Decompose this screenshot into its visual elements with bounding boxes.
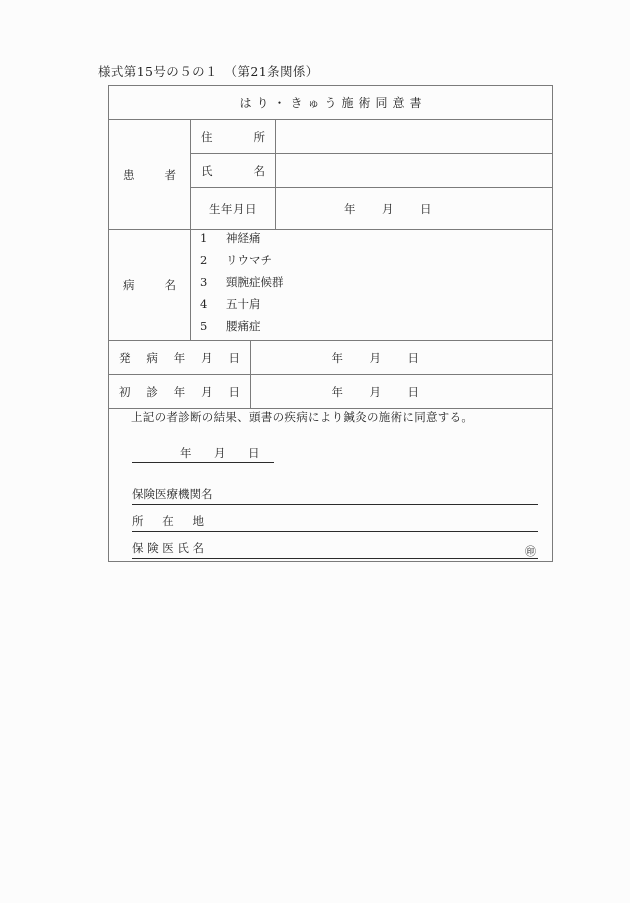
patient-birthdate-value[interactable]	[276, 188, 553, 230]
disease-name: 頸腕症候群	[226, 275, 284, 289]
institution-name-label: 保険医療機関名	[132, 487, 213, 502]
onset-month-marker: 月	[369, 350, 382, 365]
disease-number: 1	[200, 231, 208, 245]
disease-name: リウマチ	[226, 253, 272, 267]
onset-date-run	[251, 350, 552, 366]
table-row-first-visit-date	[109, 375, 553, 409]
disease-list	[191, 230, 552, 340]
patient-section-label-cell	[109, 120, 191, 230]
form-number-heading: 様式第15号の５の１ （第21条関係）	[98, 64, 319, 79]
disease-number: 4	[200, 297, 208, 311]
disease-name: 腰痛症	[226, 319, 261, 333]
birthdate-month-marker: 月	[382, 201, 394, 216]
first-visit-year-marker: 年	[331, 384, 344, 399]
consent-date-line[interactable]	[132, 445, 274, 463]
consent-cell	[109, 409, 553, 562]
patient-birthdate-date-run	[276, 201, 552, 217]
onset-day-marker: 日	[407, 350, 420, 365]
disease-name: 神経痛	[226, 231, 261, 245]
consent-month-marker: 月	[214, 446, 226, 461]
patient-birthdate-label: 生年月日	[209, 201, 257, 216]
list-item[interactable]	[191, 318, 552, 340]
first-visit-date-label: 初診年月日	[119, 384, 240, 399]
consent-day-marker: 日	[248, 446, 260, 461]
disease-section-label-cell	[109, 230, 191, 341]
form-title: はり・きゅう施術同意書	[239, 96, 427, 110]
disease-name: 五十肩	[226, 297, 261, 311]
onset-date-label: 発病年月日	[119, 350, 240, 365]
patient-address-label: 住所	[201, 129, 265, 144]
table-row-title	[109, 86, 553, 120]
disease-number: 3	[200, 275, 208, 289]
first-visit-date-label-cell	[109, 375, 251, 409]
first-visit-day-marker: 日	[407, 384, 420, 399]
doctor-name-row[interactable]	[132, 539, 538, 559]
table-row-disease	[109, 230, 553, 341]
table-row-consent	[109, 409, 553, 562]
patient-birthdate-label-cell	[191, 188, 276, 230]
signature-block	[132, 485, 538, 559]
list-item[interactable]	[191, 296, 552, 318]
onset-year-marker: 年	[331, 350, 344, 365]
birthdate-year-marker: 年	[344, 201, 356, 216]
patient-name-value[interactable]	[276, 154, 553, 188]
first-visit-date-run	[251, 384, 552, 400]
consent-year-marker: 年	[180, 446, 192, 461]
institution-address-label: 所在地	[132, 514, 204, 529]
table-row-onset-date	[109, 341, 553, 375]
patient-address-value[interactable]	[276, 120, 553, 154]
patient-address-label-cell	[191, 120, 276, 154]
list-item[interactable]	[191, 274, 552, 296]
doctor-name-label: 保険医氏名	[132, 541, 204, 556]
onset-date-label-cell	[109, 341, 251, 375]
patient-section-label: 患者	[123, 167, 176, 182]
institution-name-row[interactable]	[132, 485, 538, 505]
disease-section-label: 病名	[123, 278, 176, 292]
seal-icon: ㊞	[525, 545, 536, 559]
institution-address-row[interactable]	[132, 512, 538, 532]
patient-name-label-cell	[191, 154, 276, 188]
onset-date-value[interactable]	[251, 341, 553, 375]
first-visit-date-value[interactable]	[251, 375, 553, 409]
consent-form-table	[108, 85, 553, 562]
disease-list-cell	[191, 230, 553, 341]
birthdate-day-marker: 日	[420, 201, 432, 216]
form-title-cell	[109, 86, 553, 120]
disease-number: 2	[200, 253, 208, 267]
consent-statement: 上記の者診断の結果、頭書の疾病により鍼灸の施術に同意する。	[131, 410, 474, 424]
list-item[interactable]	[191, 252, 552, 274]
list-item[interactable]	[191, 230, 552, 252]
first-visit-month-marker: 月	[369, 384, 382, 399]
table-row-patient-address	[109, 120, 553, 154]
patient-name-label: 氏名	[201, 163, 265, 178]
disease-number: 5	[200, 319, 208, 333]
